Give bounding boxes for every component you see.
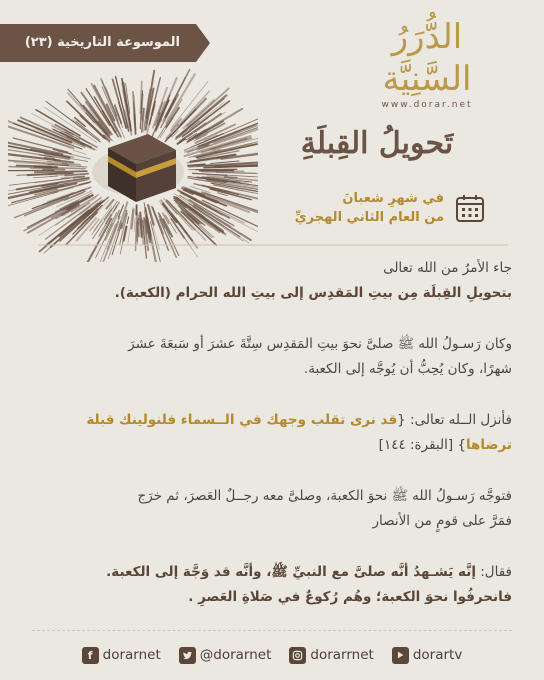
social-footer bbox=[0, 640, 544, 670]
quran-verse: قد نرى تقلب وجهك في الــسماء فلنولينك قبلة bbox=[86, 412, 398, 428]
social-twitter[interactable]: @dorarnet bbox=[179, 647, 272, 664]
facebook-icon: f bbox=[82, 647, 99, 664]
social-youtube[interactable]: dorartv bbox=[392, 647, 463, 664]
paragraph-1: جاء الأمرُ من الله تعالى بتحويلِ القِبلَة مِن بيتِ المَقدِس إلى بيتِ الله الحرام (الكعبة). bbox=[114, 260, 512, 301]
date-year: من العام الثاني الهجريِّ bbox=[294, 210, 444, 225]
youtube-icon bbox=[392, 647, 409, 664]
instagram-icon bbox=[289, 647, 306, 664]
paragraph-5: فقال: إنَّه يَشـهدُ أنَّه صلىَّ مع النبيِّ ﷺ، وأنَّه قد وَجَّهَ إلى الكعبة. فانحرفُوا نحوَ الكعبة؛ وهُم رُكوعٌ في صَلاةِ العَصرِ . bbox=[106, 564, 512, 605]
date-month: في شهرِ شعبانَ bbox=[342, 191, 444, 206]
social-instagram[interactable]: dorarrnet bbox=[289, 647, 373, 664]
kaaba-illustration bbox=[8, 52, 258, 262]
series-badge: الموسوعة التاريخية (٢٣) bbox=[0, 24, 196, 62]
date-info bbox=[286, 186, 486, 230]
paragraph-2: وكان رَسـولُ الله ﷺ صلىَّ نحوَ بيتِ المَقدِس سِتَّةَ عشرَ أو سَبعَةَ عشرَ شهرًا، وكان يُحِبُّ أن يُوجَّه إلى الكعبة. bbox=[128, 336, 512, 377]
page-title: تَحويلُ القِبلَةِ bbox=[300, 126, 454, 161]
paragraph-4: فتوجَّه رَسـولُ الله ﷺ نحوَ الكعبة، وصلىَّ معه رجــلٌ العَصرَ، ثم خرَج فمَرَّ على قومٍ من الأنصار bbox=[137, 488, 512, 529]
paragraph-3: فأنزل الــله تعالى: {قد نرى تقلب وجهك في الــسماء فلنولينك قبلة ترضاها} [البقرة: ١٤٤] bbox=[86, 412, 512, 453]
logo-title: الدُّرَرُ السَّنِيَّة bbox=[382, 17, 472, 99]
header-divider bbox=[38, 244, 508, 246]
twitter-icon bbox=[179, 647, 196, 664]
social-facebook[interactable]: f dorarnet bbox=[82, 647, 161, 664]
logo-url: www.dorar.net bbox=[381, 100, 473, 110]
kaaba-icon bbox=[108, 134, 176, 202]
brand-logo[interactable] bbox=[342, 16, 512, 110]
calendar-icon bbox=[454, 192, 486, 224]
footer-divider bbox=[32, 630, 512, 631]
